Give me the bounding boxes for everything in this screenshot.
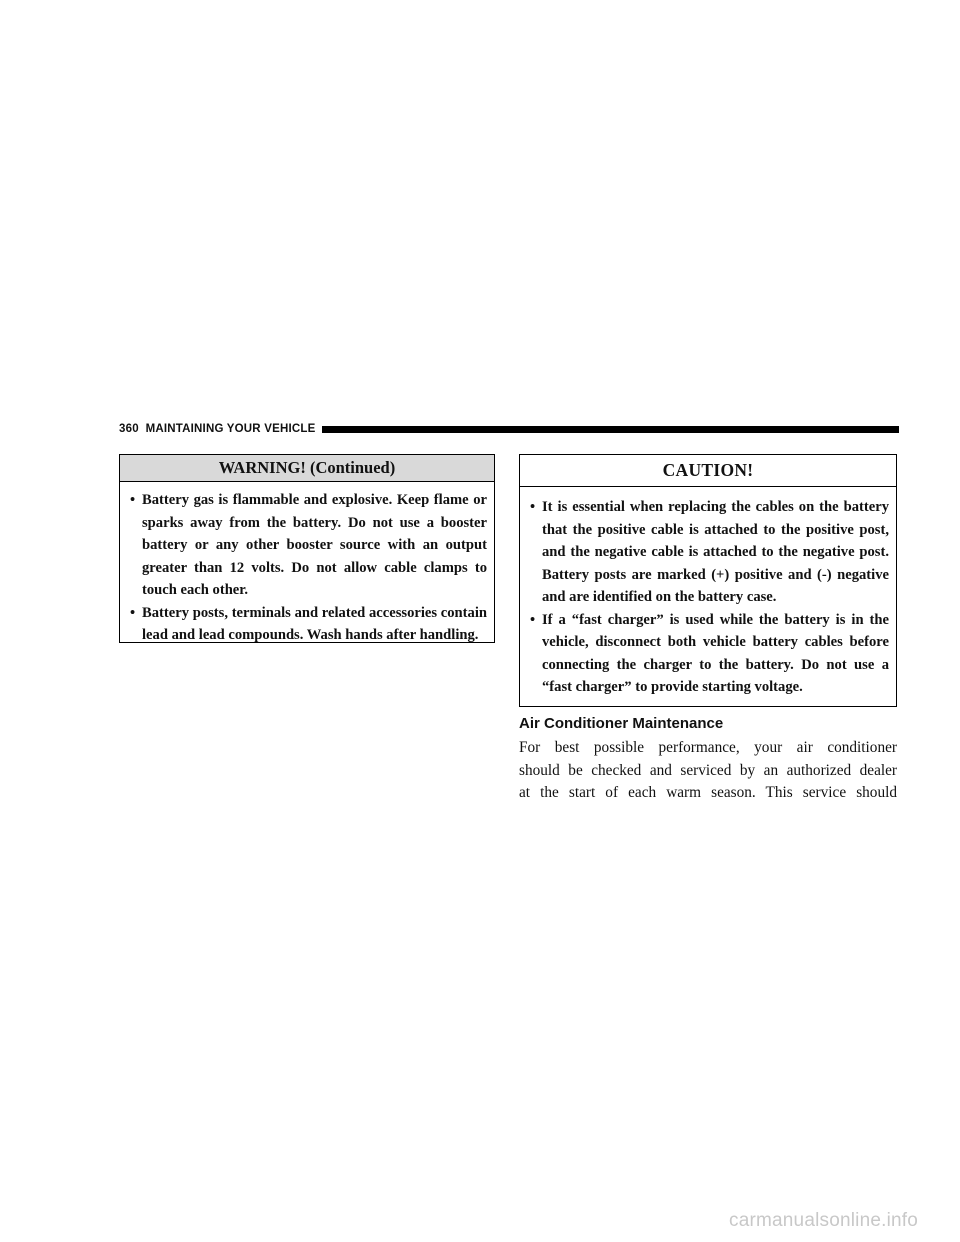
caution-list <box>520 487 896 699</box>
page-header-text <box>119 423 315 435</box>
caution-title: CAUTION! <box>520 455 896 487</box>
warning-item <box>120 489 487 602</box>
bullet: • <box>130 492 136 508</box>
warning-item-text: Battery posts, terminals and related accessories contain lead and lead compounds. Wash hands after handling. <box>142 604 487 643</box>
header-rule <box>322 426 899 433</box>
section-title: MAINTAINING YOUR VEHICLE <box>145 423 316 435</box>
caution-item <box>520 609 889 699</box>
paragraph-line: at the start of each warm season. This service should <box>519 784 897 801</box>
paragraph-line: For best possible performance, your air conditioner <box>519 739 897 756</box>
warning-item <box>120 602 487 647</box>
page-header <box>119 421 899 437</box>
caution-item-text: It is essential when replacing the cables on the battery that the positive cable is attached to the positive post, and the negative cable is attached to the negative post. Battery posts are marked (+) positive and (-) negative and are identified on the battery case. <box>542 499 889 605</box>
caution-box <box>519 454 897 707</box>
body-paragraph <box>519 737 897 805</box>
bullet: • <box>530 499 536 515</box>
caution-item-text: If a “fast charger” is used while the battery is in the vehicle, disconnect both vehicle battery cables before connecting the charger to the battery. Do not use a “fast charger” to provide starting voltage. <box>542 611 889 695</box>
warning-box <box>119 454 495 643</box>
bullet: • <box>530 611 536 628</box>
warning-title: WARNING! (Continued) <box>120 455 494 482</box>
caution-item <box>520 496 889 609</box>
warning-list <box>120 482 494 647</box>
page-number: 360 <box>119 423 139 435</box>
watermark-text: carmanualsonline.info <box>729 1210 919 1231</box>
bullet: • <box>130 604 136 621</box>
warning-item-text: Battery gas is flammable and explosive. Keep flame or sparks away from the battery. Do not use a booster battery or any other booster source with an output greater than 12 volts. Do not allow cable clamps to touch each other. <box>142 492 487 598</box>
section-heading: Air Conditioner Maintenance <box>519 715 724 732</box>
paragraph-line: should be checked and serviced by an authorized dealer <box>519 761 897 779</box>
